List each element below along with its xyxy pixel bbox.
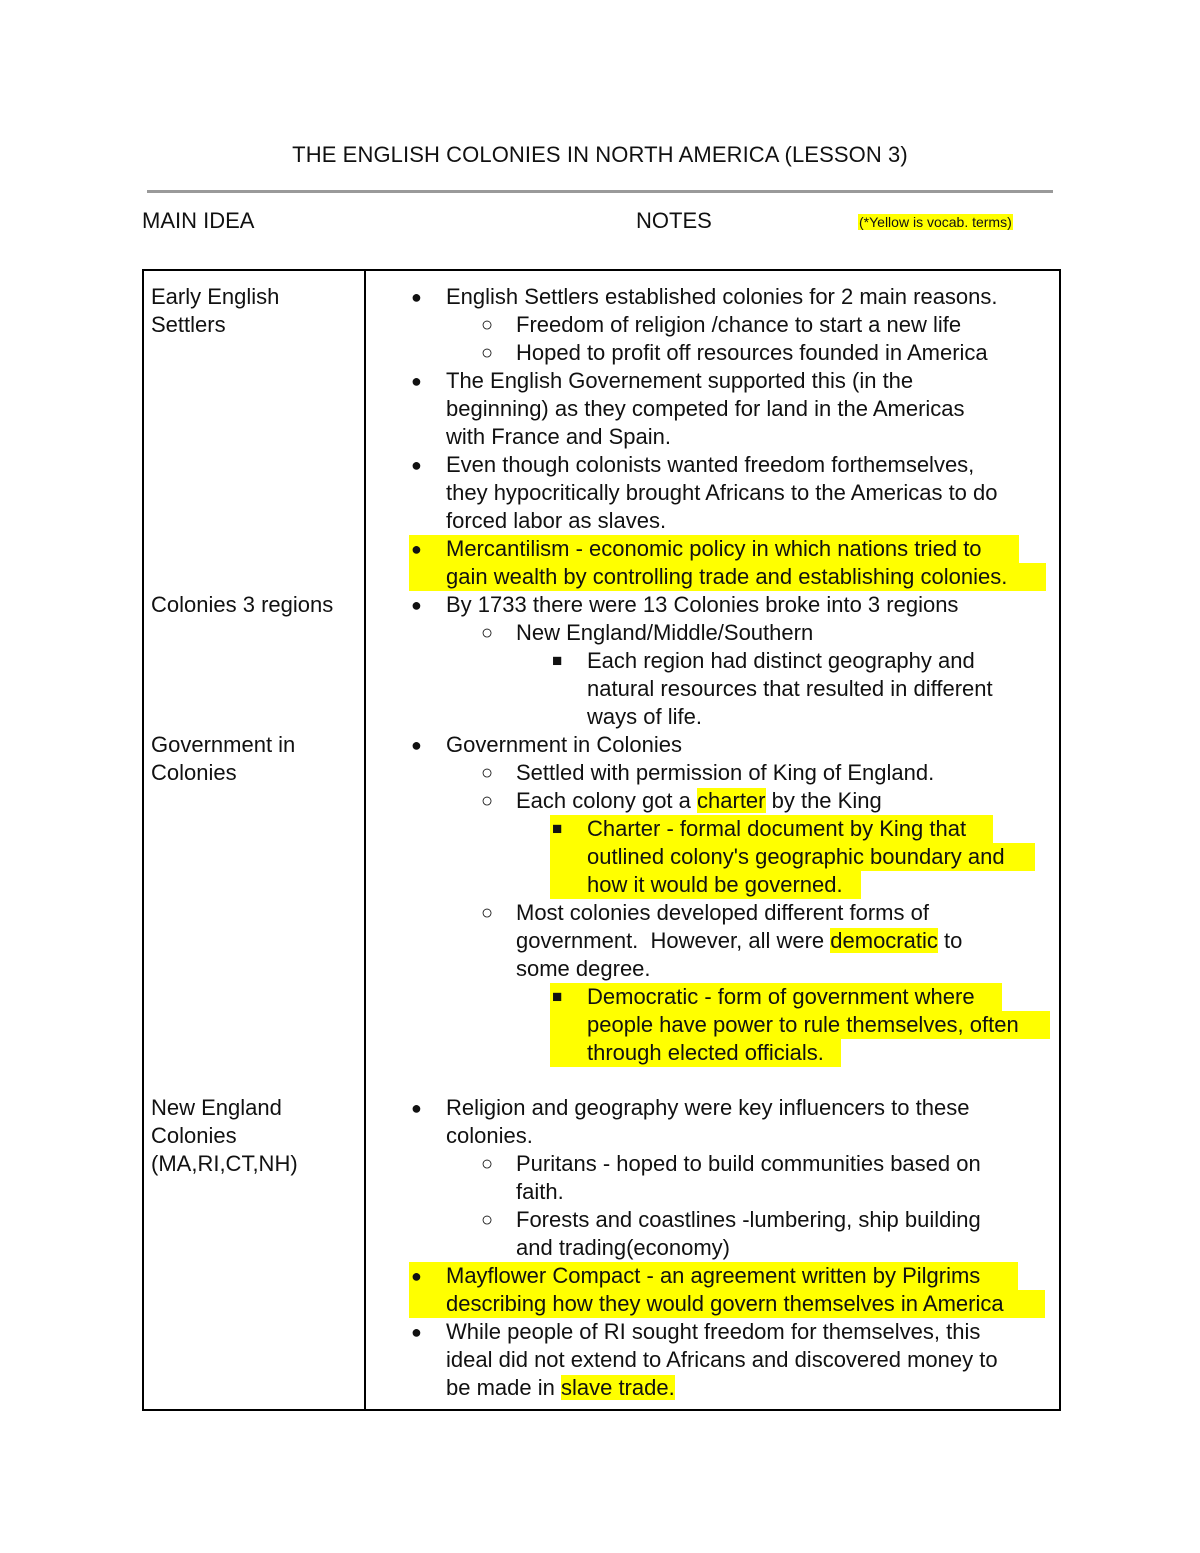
note-line: Forests and coastlines -lumbering, ship building (516, 1207, 981, 1232)
square-bullet-icon: ■ (552, 987, 563, 1006)
note-line: and trading(economy) (516, 1235, 731, 1260)
note-line: beginning) as they competed for land in the Americas (446, 396, 965, 421)
label-line: Government in (151, 732, 296, 757)
circle-bullet-icon: ○ (481, 1153, 494, 1175)
note-line: ways of life. (587, 704, 702, 729)
note-text: be made in (446, 1375, 561, 1400)
title-divider (147, 190, 1053, 193)
vocab-term-democratic: democratic (830, 928, 938, 953)
note-line: English Settlers established colonies for 2 main reasons. (446, 284, 998, 309)
note-line: Settled with permission of King of England. (516, 760, 935, 785)
note-line: New England/Middle/Southern (516, 620, 814, 645)
label-line: (MA,RI,CT,NH) (151, 1151, 298, 1176)
note-line: By 1733 there were 13 Colonies broke into 3 regions (446, 592, 959, 617)
circle-bullet-icon: ○ (481, 314, 494, 336)
note-text: government. However, all were (516, 928, 831, 953)
vocab-democratic: Democratic - form of government where (587, 984, 975, 1009)
vocab-term-charter: charter (697, 788, 766, 813)
note-text: Each colony got a (516, 788, 698, 813)
bullet-icon: ● (411, 1266, 422, 1286)
note-line: ideal did not extend to Africans and discovered money to (446, 1347, 998, 1372)
circle-bullet-icon: ○ (481, 902, 494, 924)
label-line: Colonies (151, 760, 237, 785)
vocab-term-slave-trade: slave trade. (560, 1375, 675, 1400)
bullet-icon: ● (411, 455, 422, 475)
note-text: by the King (765, 788, 882, 813)
note-line: Freedom of religion /chance to start a new life (516, 312, 962, 337)
label-new-england (151, 1094, 298, 1178)
note-line: The English Governement supported this (in the (446, 368, 914, 393)
note-text: to (937, 928, 963, 953)
vocab-charter-line: outlined colony's geographic boundary and (587, 844, 1005, 869)
note-line: Puritans - hoped to build communities based on (516, 1151, 981, 1176)
note-line: Hoped to profit off resources founded in America (516, 340, 988, 365)
square-bullet-icon: ■ (552, 819, 563, 838)
bullet-icon: ● (411, 1098, 422, 1118)
bullet-icon: ● (411, 371, 422, 391)
circle-bullet-icon: ○ (481, 342, 494, 364)
circle-bullet-icon: ○ (481, 1209, 494, 1231)
vocab-mercantilism: Mercantilism - economic policy in which nations tried to (446, 536, 982, 561)
bullet-icon: ● (411, 735, 422, 755)
circle-bullet-icon: ○ (481, 790, 494, 812)
vocab-democratic-line: through elected officials. (587, 1040, 824, 1065)
note-line: Each region had distinct geography and (587, 648, 975, 673)
note-line: While people of RI sought freedom for themselves, this (446, 1319, 981, 1344)
bullet-icon: ● (411, 595, 422, 615)
page-title: THE ENGLISH COLONIES IN NORTH AMERICA (LESSON 3) (292, 142, 908, 167)
note-line (516, 787, 882, 815)
bullet-icon: ● (411, 1322, 422, 1342)
label-line: Early English (151, 284, 280, 309)
note-line: Most colonies developed different forms of (516, 900, 929, 925)
note-line (516, 927, 962, 955)
vocab-mayflower-compact: Mayflower Compact - an agreement written by Pilgrims (446, 1263, 981, 1288)
note-line: some degree. (516, 956, 651, 981)
label-colonies-regions: Colonies 3 regions (151, 592, 334, 617)
label-line: Colonies (151, 1123, 237, 1148)
bullet-icon: ● (411, 287, 422, 307)
label-line: Settlers (151, 312, 226, 337)
vocab-mercantilism-line: gain wealth by controlling trade and establishing colonies. (446, 564, 1008, 589)
note-line: they hypocritically brought Africans to the Americas to do (446, 480, 998, 505)
note-line: colonies. (446, 1123, 533, 1148)
note-line: Government in Colonies (446, 732, 683, 757)
circle-bullet-icon: ○ (481, 762, 494, 784)
note-line: Religion and geography were key influencers to these (446, 1095, 970, 1120)
vocab-legend: (*Yellow is vocab. terms) (859, 214, 1012, 230)
bullet-icon: ● (411, 539, 422, 559)
note-line: forced labor as slaves. (446, 508, 667, 533)
label-line: New England (151, 1095, 282, 1120)
notes-header: NOTES (636, 208, 712, 233)
circle-bullet-icon: ○ (481, 622, 494, 644)
vocab-charter-line: how it would be governed. (587, 872, 843, 897)
label-early-english-settlers (151, 283, 279, 339)
note-line: with France and Spain. (446, 424, 672, 449)
note-line: faith. (516, 1179, 564, 1204)
vocab-mayflower-compact-line: describing how they would govern themselves in America (446, 1291, 1004, 1316)
note-line: natural resources that resulted in different (587, 676, 993, 701)
label-government (151, 731, 295, 787)
note-line (446, 1374, 675, 1402)
column-divider (364, 269, 366, 1411)
vocab-charter: Charter - formal document by King that (587, 816, 967, 841)
square-bullet-icon: ■ (552, 651, 563, 670)
main-idea-header: MAIN IDEA (142, 208, 255, 233)
note-line: Even though colonists wanted freedom forthemselves, (446, 452, 975, 477)
vocab-democratic-line: people have power to rule themselves, often (587, 1012, 1019, 1037)
